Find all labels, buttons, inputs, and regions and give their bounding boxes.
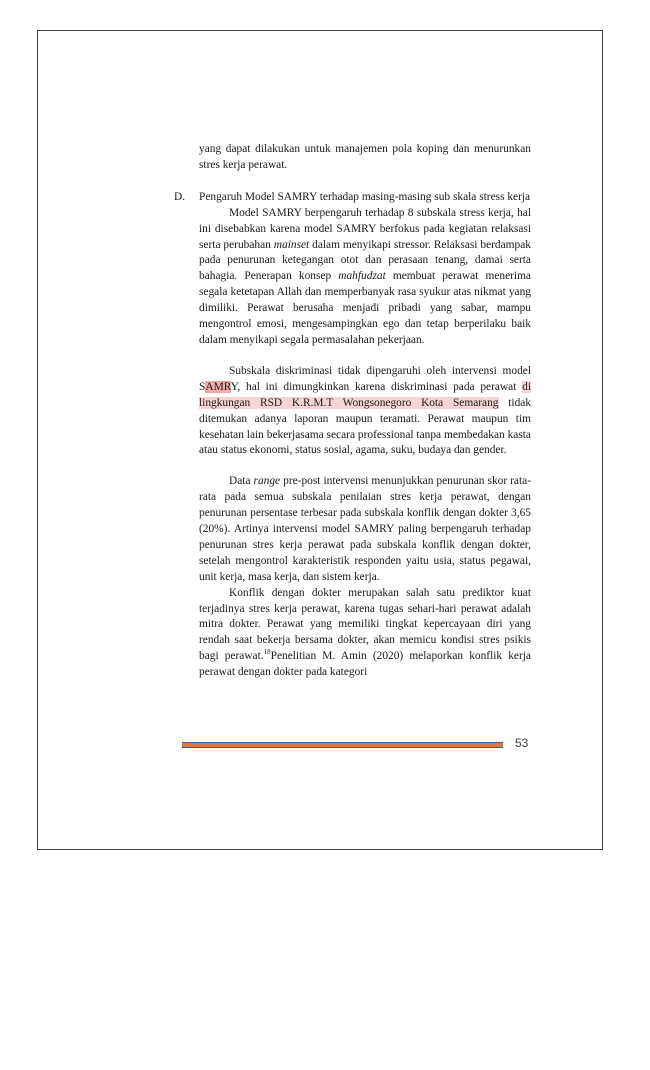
p3-text-c: pre-post intervensi menunjukkan penurunan skor rata-rata pada semua subskala penilaian stres kerja perawat, dengan penurunan persentase terbesar pada subskala konflik dengan dokter 3,65 (20%). Artinya intervensi model SAMRY paling berpengaruh terhadap penurunan stres kerja perawat pada subskala konflik dengan dokter, setelah mengontrol karakteristik responden yaitu usia, status pegawai, unit kerja, masa kerja, dan sistem kerja. — [199, 475, 532, 583]
document-page — [37, 30, 603, 850]
p2-text-a: Subskala diskriminasi tidak dipengaruhi oleh intervensi model S — [199, 364, 531, 393]
p2-text-e: tidak ditemukan adanya laporan maupun teramati. Perawat maupun tim kesehatan lain bekerjasama secara professional tanpa membedakan kasta atau status ekonomi, status sosial, agama, suku, budaya dan gender. — [199, 396, 532, 457]
p3-text-a: Data — [229, 475, 254, 488]
paragraph-2 — [199, 364, 531, 459]
p3-italic-range: range — [253, 475, 281, 488]
p1-italic-mahfudzat: mahfudzat — [338, 270, 386, 283]
p1-text-e: membuat perawat menerima segala ketetapan Allah dan memperbanyak rasa syukur atas nikmat yang dimiliki. Perawat berusaha menjadi pribadi yang sabar, mampu mengontrol emosi, mengesampingkan ego dan tetap berperilaku baik dalam menyikapi segala permasalahan pekerjaan. — [199, 270, 531, 346]
p4-text-b: Penelitian M. Amin (2020) melaporkan konflik kerja perawat dengan dokter pada kategori — [199, 650, 531, 679]
p2-highlight-location: di lingkungan RSD K.R.M.T Wongsonegoro Kota Semarang — [199, 380, 531, 409]
paragraph-3 — [199, 474, 531, 585]
page-content — [174, 142, 532, 681]
p4-text-a: Konflik dengan dokter merupakan salah satu prediktor kuat terjadinya stres kerja perawat, karena tugas sehari-hari perawat adalah mitra dokter. Perawat yang memiliki tingkat kepercayaan diri yang rendah saat bekerja bersama dokter, akan memicu kondisi stres psikis bagi perawat. — [199, 586, 531, 663]
page-number: 53 — [515, 736, 529, 750]
p1-text-c: dalam menyikapi stressor. Relaksasi berdampak pada penurunan ketegangan otot dan perasaan tenang, damai serta bahagia. Penerapan konsep — [199, 238, 531, 283]
p2-text-c: Y, hal ini dimungkinkan karena diskriminasi pada perawat — [230, 380, 523, 393]
citation-superscript: 18 — [263, 648, 271, 657]
p2-highlight-samry: AMR — [205, 380, 231, 393]
section-letter: D. — [174, 190, 186, 203]
paragraph-1 — [199, 206, 531, 349]
section-heading — [174, 190, 531, 206]
paragraph-4 — [199, 586, 531, 681]
intro-paragraph: yang dapat dilakukan untuk manajemen pola koping dan menurunkan stres kerja perawat. — [199, 143, 531, 171]
footer-rule — [182, 742, 503, 748]
p1-italic-mainset: mainset — [273, 238, 310, 251]
p1-text-a: Model SAMRY berpengaruh terhadap 8 subskala stress kerja, hal ini disebabkan karena model SAMRY berfokus pada kegiatan relaksasi serta perubahan — [199, 206, 531, 251]
section-title: Pengaruh Model SAMRY terhadap masing-masing sub skala stress kerja — [199, 190, 531, 203]
